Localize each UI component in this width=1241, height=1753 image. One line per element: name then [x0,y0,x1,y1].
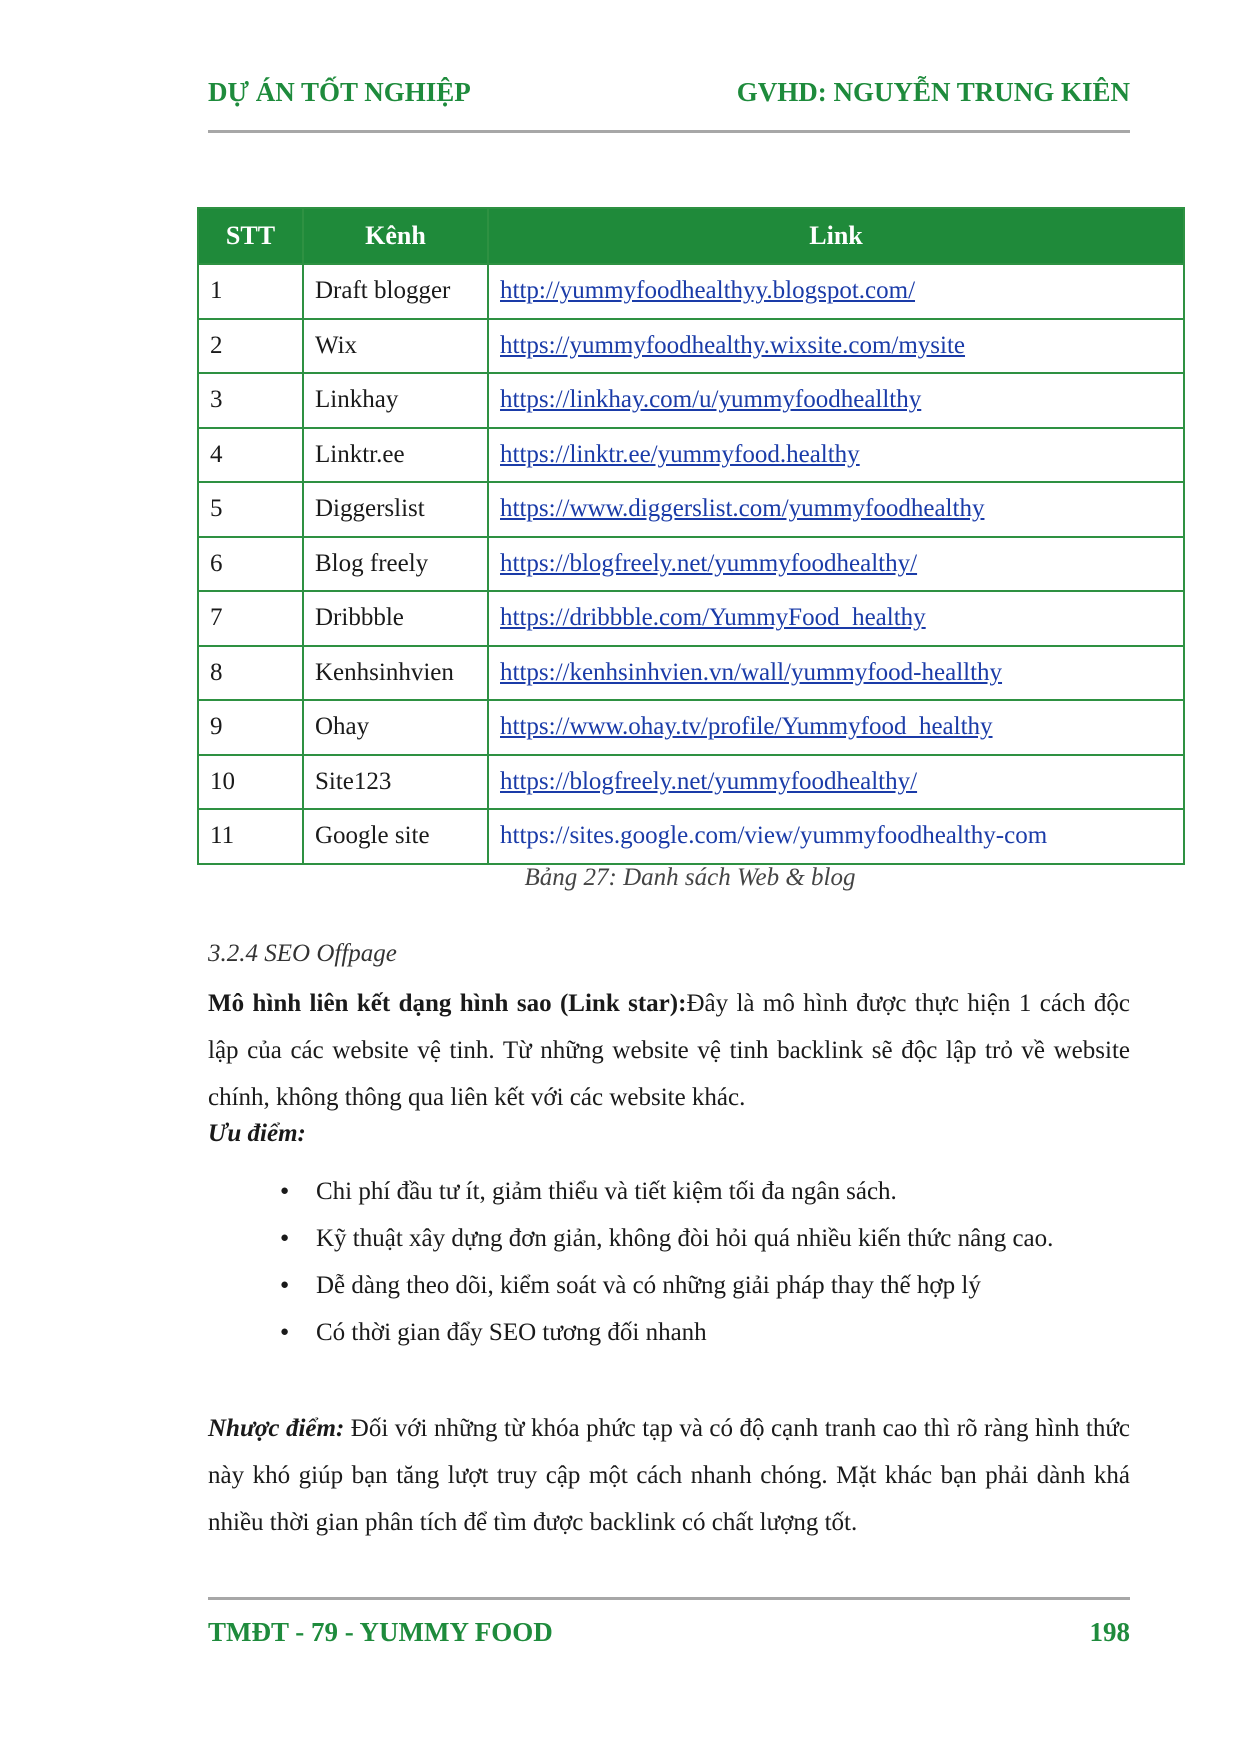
row-number: 8 [198,646,303,701]
project-title: DỰ ÁN TỐT NGHIỆP [208,76,471,107]
list-item: ● Kỹ thuật xây dựng đơn giản, không đòi hỏi quá nhiều kiến thức nâng cao. [280,1215,1053,1262]
channel-link[interactable]: http://yummyfoodhealthyy.blogspot.com/ [488,264,1184,319]
disadvantages-label: Nhược điểm: [208,1415,345,1442]
row-number: 11 [198,809,303,864]
row-number: 6 [198,537,303,592]
channel-name: Diggerslist [303,482,488,537]
link-star-term: Mô hình liên kết dạng hình sao (Link star): [208,990,687,1017]
table-row [198,482,1184,537]
channel-name: Linkhay [303,373,488,428]
page-header [208,72,1130,112]
channel-link[interactable]: https://blogfreely.net/yummyfoodhealthy/ [488,755,1184,810]
disadvantages-paragraph [208,1405,1130,1546]
channel-name: Site123 [303,755,488,810]
row-number: 3 [198,373,303,428]
channel-name: Dribbble [303,591,488,646]
channel-link[interactable]: https://yummyfoodhealthy.wixsite.com/mysite [488,319,1184,374]
link-star-description: Đây là mô hình được thực hiện 1 cách độc lập của các website vệ tinh. Từ những website vệ tinh backlink sẽ độc lập trỏ về website chính, không thông qua liên kết với các website khác. [208,990,1131,1111]
channel-name: Blog freely [303,537,488,592]
channel-name: Google site [303,809,488,864]
channel-name: Draft blogger [303,264,488,319]
link-star-paragraph [208,980,1130,1121]
advantages-label: Ưu điểm: [208,1120,306,1147]
list-item: ● Có thời gian đẩy SEO tương đối nhanh [280,1309,1053,1356]
advantages-list [280,1168,1053,1356]
web-blog-table [197,207,1185,865]
table-row [198,428,1184,483]
channel-link[interactable]: https://blogfreely.net/yummyfoodhealthy/ [488,537,1184,592]
column-header-channel: Kênh [303,208,488,264]
channel-link[interactable]: https://linkhay.com/u/yummyfoodheallthy [488,373,1184,428]
table-row [198,537,1184,592]
page-number: 198 [1089,1616,1130,1647]
channel-name: Ohay [303,700,488,755]
channel-link[interactable]: https://www.ohay.tv/profile/Yummyfood_healthy [488,700,1184,755]
table-row [198,700,1184,755]
supervisor-name: GVHD: NGUYỄN TRUNG KIÊN [736,76,1130,107]
footer-divider [208,1597,1130,1600]
row-number: 1 [198,264,303,319]
row-number: 2 [198,319,303,374]
list-item: ● Dễ dàng theo dõi, kiểm soát và có những giải pháp thay thế hợp lý [280,1262,1053,1309]
table-row [198,319,1184,374]
channel-link[interactable]: https://linktr.ee/yummyfood.healthy [488,428,1184,483]
channel-link[interactable]: https://kenhsinhvien.vn/wall/yummyfood-heallthy [488,646,1184,701]
channel-name: Wix [303,319,488,374]
table-row [198,646,1184,701]
disadvantages-description: Đối với những từ khóa phức tạp và có độ cạnh tranh cao thì rõ ràng hình thức này khó giúp bạn tăng lượt truy cập một cách nhanh chóng. Mặt khác bạn phải dành khá nhiều thời gian phân tích để tìm được backlink có chất lượng tốt. [208,1415,1131,1536]
row-number: 4 [198,428,303,483]
table-row [198,373,1184,428]
header-divider [208,130,1130,133]
channel-link[interactable]: https://dribbble.com/YummyFood_healthy [488,591,1184,646]
channel-name: Linktr.ee [303,428,488,483]
channel-link: https://sites.google.com/view/yummyfoodhealthy-com [488,809,1184,864]
list-item: ● Chi phí đầu tư ít, giảm thiểu và tiết kiệm tối đa ngân sách. [280,1168,1053,1215]
row-number: 7 [198,591,303,646]
section-heading: 3.2.4 SEO Offpage [208,940,397,967]
row-number: 10 [198,755,303,810]
channel-name: Kenhsinhvien [303,646,488,701]
footer-project-name: TMĐT - 79 - YUMMY FOOD [208,1616,553,1647]
table-row [198,264,1184,319]
channel-link[interactable]: https://www.diggerslist.com/yummyfoodhealthy [488,482,1184,537]
table-row [198,755,1184,810]
table-header-row [198,208,1184,264]
row-number: 9 [198,700,303,755]
row-number: 5 [198,482,303,537]
column-header-link: Link [488,208,1184,264]
column-header-stt: STT [198,208,303,264]
table-caption: Bảng 27: Danh sách Web & blog [524,864,856,891]
page-footer [208,1612,1130,1652]
table-row [198,591,1184,646]
table-row [198,809,1184,864]
